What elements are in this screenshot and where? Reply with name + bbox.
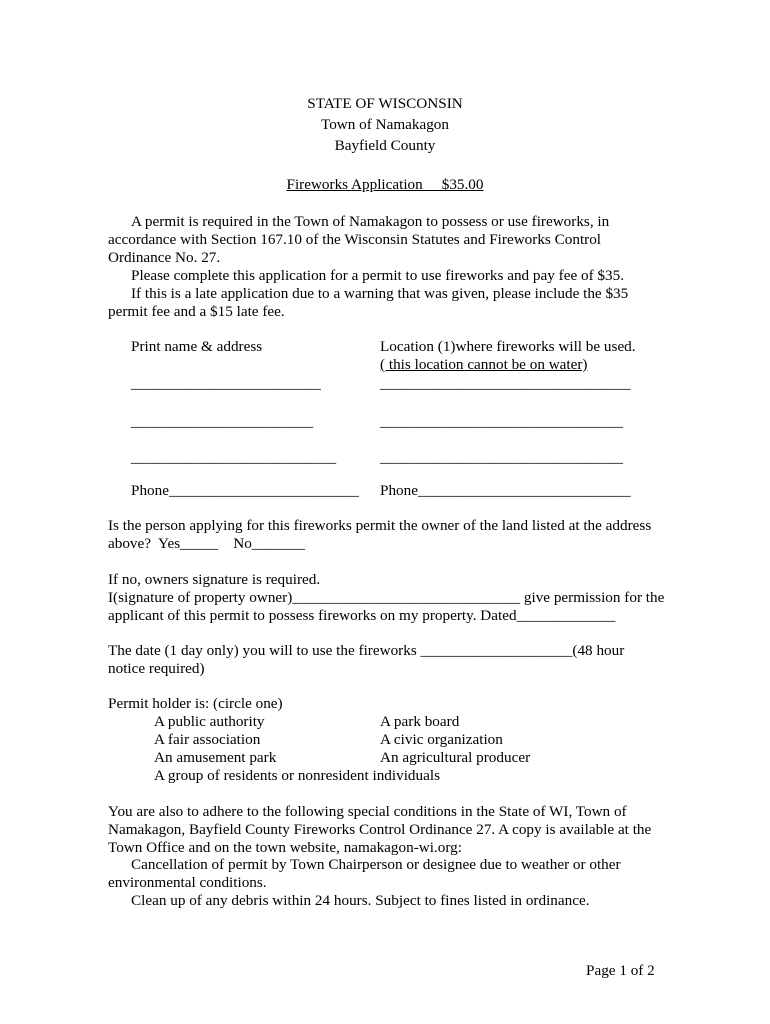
- owner-question-line-2[interactable]: above? Yes_____ No_______: [108, 535, 306, 552]
- name-address-line-2[interactable]: ________________________: [131, 413, 314, 430]
- county-heading: Bayfield County: [334, 137, 436, 154]
- option-civic-organization[interactable]: A civic organization: [380, 731, 503, 748]
- name-address-line-3[interactable]: ___________________________: [131, 449, 337, 466]
- town-heading: Town of Namakagon: [321, 116, 449, 133]
- intro-paragraph-2: Please complete this application for a permit to use fireworks and pay fee of $35.: [131, 267, 625, 284]
- condition-cancellation-line-1: Cancellation of permit by Town Chairperson or designee due to weather or other: [131, 856, 621, 873]
- fireworks-date-line-1[interactable]: The date (1 day only) you will to use the fireworks ____________________(48 hour: [108, 642, 625, 659]
- location-line-1[interactable]: _________________________________: [380, 375, 631, 392]
- permit-holder-label: Permit holder is: (circle one): [108, 695, 283, 712]
- location-line-3[interactable]: ________________________________: [380, 449, 623, 466]
- location-label: Location (1)where fireworks will be used.: [380, 338, 636, 355]
- phone-right-field[interactable]: Phone____________________________: [380, 482, 631, 499]
- option-agricultural-producer[interactable]: An agricultural producer: [380, 749, 531, 766]
- option-fair-association[interactable]: A fair association: [154, 731, 261, 748]
- condition-cleanup: Clean up of any debris within 24 hours. Subject to fines listed in ordinance.: [131, 892, 590, 909]
- intro-paragraph-3-line-2: permit fee and a $15 late fee.: [108, 303, 285, 320]
- option-group-residents[interactable]: A group of residents or nonresident individuals: [154, 767, 440, 784]
- intro-paragraph-1-line-1: A permit is required in the Town of Namakagon to possess or use fireworks, in: [131, 213, 610, 230]
- option-park-board[interactable]: A park board: [380, 713, 460, 730]
- location-line-2[interactable]: ________________________________: [380, 413, 623, 430]
- name-address-label: Print name & address: [131, 338, 263, 355]
- page-number: Page 1 of 2: [586, 962, 655, 979]
- name-address-line-1[interactable]: _________________________: [131, 375, 321, 392]
- owner-question-line-1: Is the person applying for this fireworks permit the owner of the land listed at the address: [108, 517, 652, 534]
- fireworks-date-line-2: notice required): [108, 660, 205, 677]
- conditions-line-2: Namakagon, Bayfield County Fireworks Control Ordinance 27. A copy is available at the: [108, 821, 652, 838]
- intro-paragraph-1-line-2: accordance with Section 167.10 of the Wisconsin Statutes and Fireworks Control: [108, 231, 602, 248]
- owner-signature-line-1[interactable]: I(signature of property owner)______________________________ give permission for the: [108, 589, 665, 606]
- intro-paragraph-1-line-3: Ordinance No. 27.: [108, 249, 221, 266]
- location-note-text: ( this location cannot be on water): [380, 356, 588, 373]
- option-amusement-park[interactable]: An amusement park: [154, 749, 277, 766]
- location-note: [380, 356, 588, 374]
- option-public-authority[interactable]: A public authority: [154, 713, 265, 730]
- application-title: [0, 176, 770, 194]
- owner-signature-required: If no, owners signature is required.: [108, 571, 321, 588]
- conditions-line-1: You are also to adhere to the following special conditions in the State of WI, Town of: [108, 803, 627, 820]
- state-heading: STATE OF WISCONSIN: [307, 95, 463, 112]
- phone-left-field[interactable]: Phone_________________________: [131, 482, 359, 499]
- condition-cancellation-line-2: environmental conditions.: [108, 874, 267, 891]
- conditions-line-3: Town Office and on the town website, namakagon-wi.org:: [108, 839, 462, 856]
- intro-paragraph-3-line-1: If this is a late application due to a warning that was given, please include the $35: [131, 285, 629, 302]
- owner-signature-line-2[interactable]: applicant of this permit to possess fireworks on my property. Dated_____________: [108, 607, 616, 624]
- application-title-text: Fireworks Application $35.00: [286, 176, 484, 193]
